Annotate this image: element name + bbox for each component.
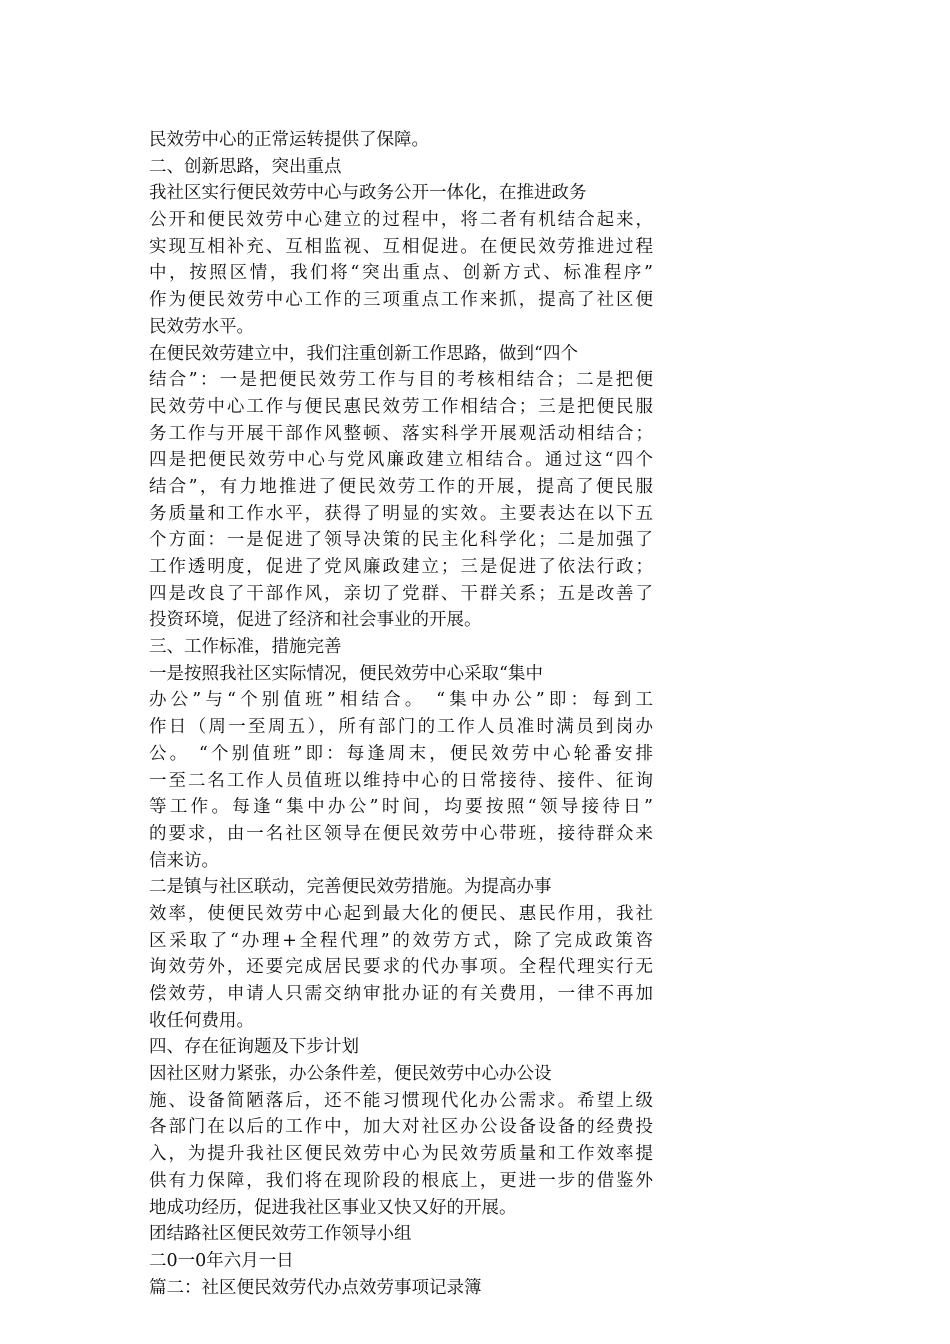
text-line: 一至二名工作人员值班以维持中心的日常接待、接件、征询 [149, 770, 653, 791]
text-line: 结合”，有力地推进了便民效劳工作的开展，提高了便民服 [149, 476, 653, 497]
text-line: 一是按照我社区实际情况，便民效劳中心采取“集中 [149, 663, 543, 684]
text-line: 民效劳中心的正常运转提供了保障。 [149, 130, 429, 150]
text-line: 民效劳中心工作与便民惠民效劳工作相结合；三是把便民服 [149, 396, 653, 417]
text-line: 区采取了“办理+全程代理”的效劳方式，除了完成政策咨 [149, 930, 653, 951]
text-line: 信来访。 [149, 850, 219, 871]
text-line: 的要求，由一名社区领导在便民效劳中心带班，接待群众来 [149, 823, 653, 844]
text-line: 二是镇与社区联动，完善便民效劳措施。为提高办事 [149, 877, 552, 898]
text-line: 民效劳水平。 [149, 316, 254, 337]
text-line: 四是改良了干部作风，亲切了党群、干群关系；五是改善了 [149, 583, 653, 604]
text-line: 在便民效劳建立中，我们注重创新工作思路，做到“四个 [149, 343, 578, 364]
text-line: 地成功经历，促进我社区事业又快又好的开展。 [149, 1197, 517, 1218]
text-line: 偿效劳，申请人只需交纳审批办证的有关费用，一律不再加 [149, 984, 653, 1004]
text-line: 作日（周一至周五），所有部门的工作人员准时满员到岗办 [149, 717, 653, 738]
text-line: 办公”与“个别值班”相结合。 “集中办公”即：每到工 [149, 690, 653, 711]
text-line: 施、设备简陋落后，还不能习惯现代化办公需求。希望上级 [149, 1090, 653, 1111]
text-line: 入，为提升我社区便民效劳中心为民效劳质量和工作效率提 [149, 1144, 653, 1165]
text-line: 投资环境，促进了经济和社会事业的开展。 [149, 610, 482, 631]
text-line: 我社区实行便民效劳中心与政务公开一体化，在推进政务 [149, 183, 587, 204]
text-line: 篇二：社区便民效劳代办点效劳事项记录簿 [149, 1277, 482, 1298]
text-line: 务质量和工作水平，获得了明显的实效。主要表达在以下五 [149, 503, 653, 524]
text-line: 效率，使便民效劳中心起到最大化的便民、惠民作用，我社 [149, 903, 653, 924]
text-line: 各部门在以后的工作中，加大对社区办公设备设备的经费投 [149, 1117, 653, 1138]
text-line: 供有力保障，我们将在现阶段的根底上，更进一步的借鉴外 [149, 1170, 653, 1191]
text-line: 因社区财力紧张，办公条件差，便民效劳中心办公设 [149, 1064, 552, 1085]
text-line: 工作透明度，促进了党风廉政建立；三是促进了依法行政； [149, 557, 653, 577]
text-line: 公。 “个别值班”即：每逢周末，便民效劳中心轮番安排 [149, 743, 653, 764]
text-line: 四、存在征询题及下步计划 [149, 1037, 359, 1058]
text-line: 公开和便民效劳中心建立的过程中，将二者有机结合起来， [149, 210, 653, 231]
text-line: 作为便民效劳中心工作的三项重点工作来抓，提高了社区便 [149, 290, 653, 311]
text-line: 个方面：一是促进了领导决策的民主化科学化；二是加强了 [149, 530, 653, 551]
text-line: 结合”：一是把便民效劳工作与目的考核相结合；二是把便 [149, 370, 653, 391]
text-line: 询效劳外，还要完成居民要求的代办事项。全程代理实行无 [149, 957, 653, 978]
text-line: 二0一0年六月一日 [149, 1250, 294, 1271]
text-line: 团结路社区便民效劳工作领导小组 [149, 1224, 412, 1245]
text-line: 实现互相补充、互相监视、互相促进。在便民效劳推进过程 [149, 236, 653, 257]
text-line: 中，按照区情，我们将“突出重点、创新方式、标准程序” [149, 263, 653, 284]
text-line: 务工作与开展干部作风整顿、落实科学开展观活动相结合； [149, 423, 653, 444]
text-line: 三、工作标准，措施完善 [149, 637, 342, 658]
text-line: 等工作。每逢“集中办公”时间，均要按照“领导接待日” [149, 797, 653, 818]
document-body [149, 127, 653, 1301]
text-line: 二、创新思路，突出重点 [149, 156, 342, 177]
text-line: 收任何费用。 [149, 1010, 254, 1031]
text-line: 四是把便民效劳中心与党风廉政建立相结合。通过这“四个 [149, 450, 653, 471]
